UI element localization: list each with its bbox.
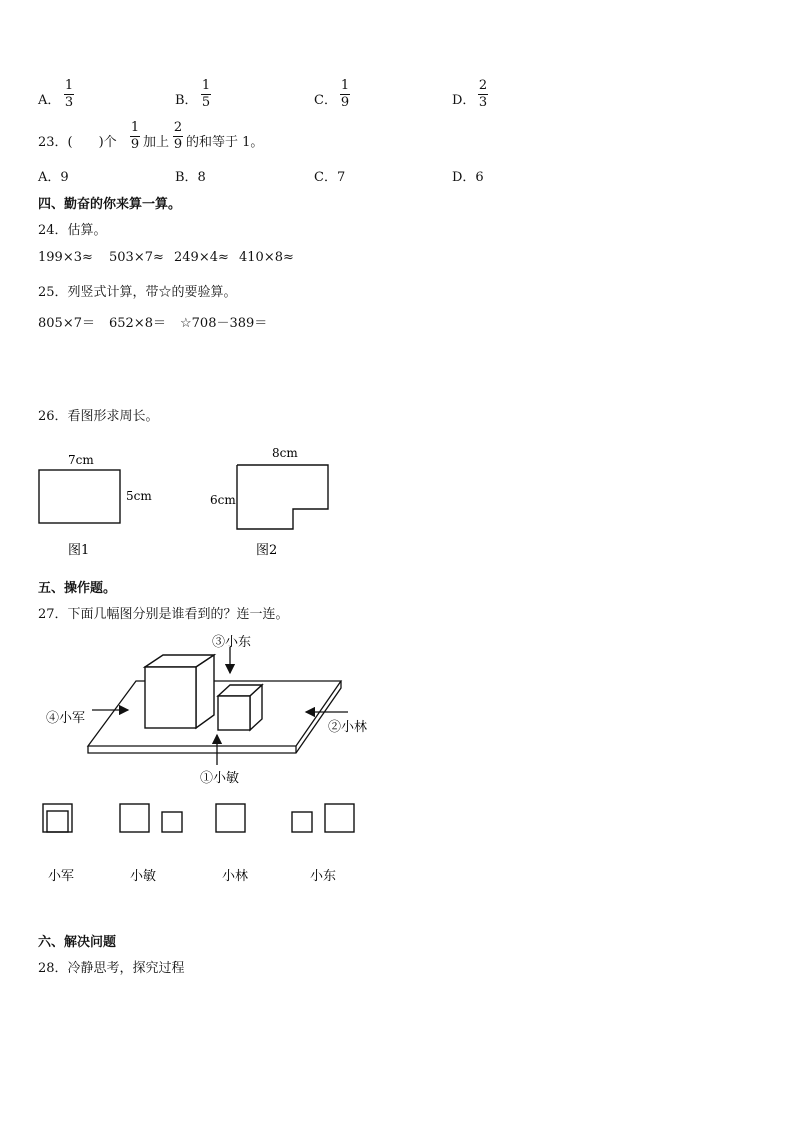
q23-suffix: 的和等于 1。 xyxy=(186,135,264,150)
view-option-4 xyxy=(292,804,354,832)
viewer-min-label: ①小敏 xyxy=(200,771,240,786)
q24-item: 410×8≈ xyxy=(239,250,294,265)
viewer-jun-label: ④小军 xyxy=(46,711,86,726)
name-label: 小林 xyxy=(222,869,249,884)
q25-item: ☆708－389＝ xyxy=(180,316,268,331)
view-option-2 xyxy=(120,804,182,832)
q25-title: 25．列竖式计算，带☆的要验算。 xyxy=(38,285,237,300)
figure-2-top-label: 8cm xyxy=(272,446,298,460)
view-option-3 xyxy=(216,804,245,832)
option-d-letter: D． xyxy=(452,93,476,108)
q28-title: 28．冷静思考，探究过程 xyxy=(38,961,185,976)
option-c-fraction: 1 9 xyxy=(340,78,350,110)
option-b-fraction: 1 5 xyxy=(201,78,211,110)
option-a-fraction: 1 3 xyxy=(64,78,74,110)
viewer-lin-label: ②小林 xyxy=(328,720,368,735)
q23-prefix: 23．( )个 xyxy=(38,135,117,150)
q24-title: 24．估算。 xyxy=(38,223,107,238)
view-option-1 xyxy=(43,804,72,832)
option-b-letter: B． xyxy=(175,93,198,108)
figure-1-top-label: 7cm xyxy=(68,453,94,467)
q27-title: 27．下面几幅图分别是谁看到的？连一连。 xyxy=(38,607,289,622)
name-label: 小军 xyxy=(48,869,75,884)
section-4-heading: 四、勤奋的你来算一算。 xyxy=(38,197,182,212)
name-label: 小敏 xyxy=(130,869,157,884)
q23-option-b: B．8 xyxy=(175,170,206,185)
q23-mid: 加上 xyxy=(143,135,170,150)
viewer-dong-label: ③小东 xyxy=(212,635,252,650)
figure-1-right-label: 5cm xyxy=(126,489,152,503)
option-a-letter: A． xyxy=(38,93,61,108)
q23-fraction-1: 1 9 xyxy=(130,120,140,152)
q23-fraction-2: 2 9 xyxy=(173,120,183,152)
q24-item: 249×4≈ xyxy=(174,250,229,265)
figure-2-caption: 图2 xyxy=(256,543,278,558)
option-c-letter: C． xyxy=(314,93,337,108)
q23-option-c: C．7 xyxy=(314,170,346,185)
figure-2-left-label: 6cm xyxy=(210,493,236,507)
q24-item: 503×7≈ xyxy=(109,250,164,265)
small-cube xyxy=(218,685,262,730)
option-d-fraction: 2 3 xyxy=(478,78,488,110)
figure-1-caption: 图1 xyxy=(68,543,90,558)
figure-1-rectangle xyxy=(39,470,120,523)
name-label: 小东 xyxy=(310,869,337,884)
q27-scene xyxy=(0,625,420,890)
q23-option-d: D．6 xyxy=(452,170,484,185)
figure-2-shape xyxy=(237,465,328,529)
section-6-heading: 六、解决问题 xyxy=(38,935,117,950)
perimeter-figures xyxy=(0,440,400,570)
section-5-heading: 五、操作题。 xyxy=(38,581,117,596)
q25-item: 805×7＝ xyxy=(38,316,95,331)
q23-option-a: A．9 xyxy=(38,170,69,185)
q25-item: 652×8＝ xyxy=(109,316,166,331)
q24-item: 199×3≈ xyxy=(38,250,93,265)
q26-title: 26．看图形求周长。 xyxy=(38,409,159,424)
large-cube xyxy=(145,655,214,728)
